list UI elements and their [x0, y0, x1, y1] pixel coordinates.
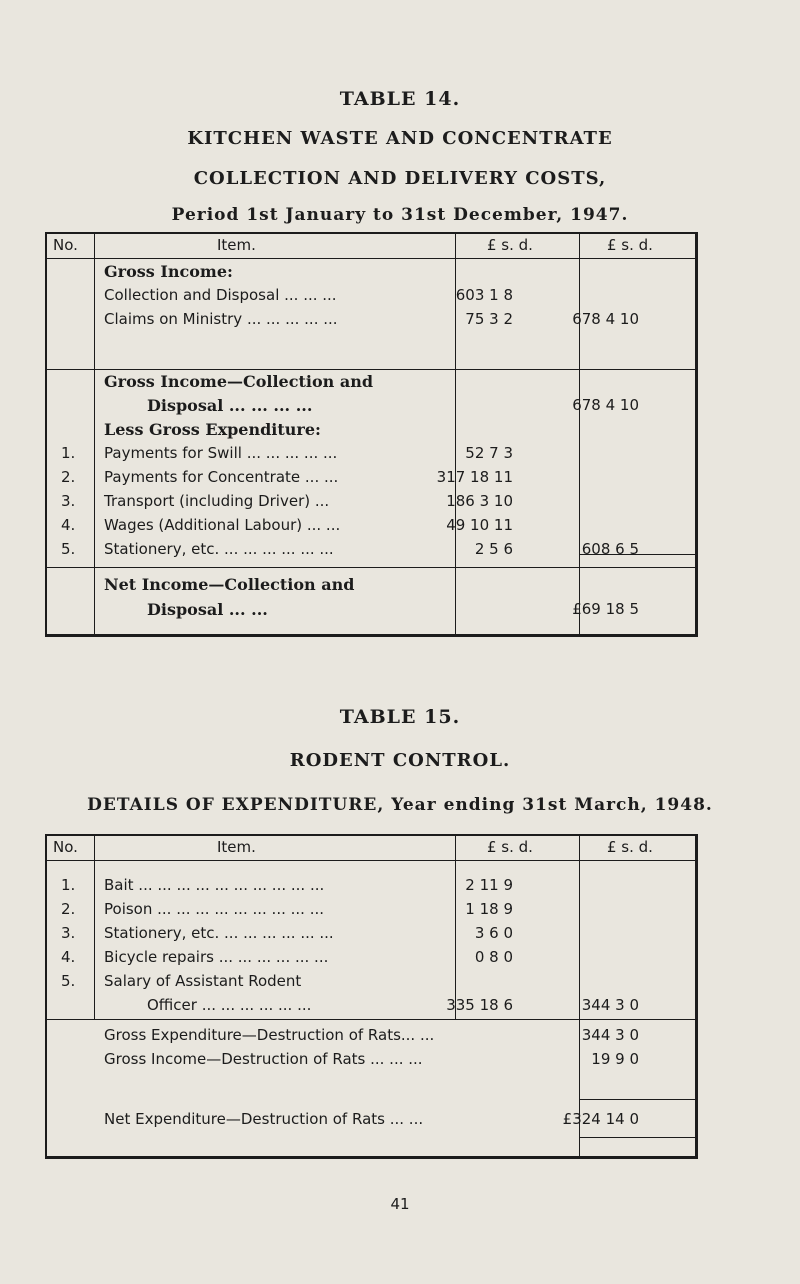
table15-summary-item: Net Expenditure—Destruction of Rats ... ...: [104, 1110, 424, 1128]
page-number: 41: [390, 1195, 410, 1213]
table15-row-no: 2.: [61, 900, 76, 918]
table15-row-c1: 3 6 0: [474, 924, 513, 942]
table14-row-c2: £69 18 5: [572, 600, 639, 618]
table14-row-c1: 75 3 2: [465, 310, 513, 328]
table14-row-item: Net Income—Collection and: [104, 575, 355, 594]
table14-row-c1: 317 18 11: [436, 468, 513, 486]
table14-row-c2: 678 4 10: [572, 396, 639, 414]
table15-row-c1: 2 11 9: [465, 876, 513, 894]
table14-row-no: 2.: [61, 468, 76, 486]
table14-row-c1: 2 5 6: [474, 540, 513, 558]
table14-row-item: Gross Income—Collection and: [104, 372, 374, 391]
table15-row-c1: 1 18 9: [465, 900, 513, 918]
table15-summary-item: Gross Expenditure—Destruction of Rats... ...: [104, 1026, 435, 1044]
table14-header-col1: £ s. d.: [487, 236, 533, 254]
table14-header-col2: £ s. d.: [607, 236, 653, 254]
table14-row-c1: 52 7 3: [465, 444, 513, 462]
table14-row-item: Disposal ... ...: [147, 600, 268, 619]
table15-label: TABLE 15.: [339, 706, 461, 728]
table15-row-item: Stationery, etc. ... ... ... ... ... ...: [104, 924, 334, 942]
table15-header-col1: £ s. d.: [487, 838, 533, 856]
table15-row-no: 4.: [61, 948, 76, 966]
table14-row-no: 4.: [61, 516, 76, 534]
table14-subtitle: COLLECTION AND DELIVERY COSTS,: [193, 168, 607, 189]
table14-row-item: Payments for Concentrate ... ...: [104, 468, 339, 486]
table15-summary-c2: 344 3 0: [581, 1026, 639, 1044]
table15-row-c1: 0 8 0: [474, 948, 513, 966]
table15-row-c2: 344 3 0: [581, 996, 639, 1014]
table15-row-no: 1.: [61, 876, 76, 894]
table15-summary-c2: 19 9 0: [591, 1050, 639, 1068]
table15-grid: [45, 834, 698, 1159]
table15-row-item: Bait ... ... ... ... ... ... ... ... ... ...: [104, 876, 325, 894]
table14-row-item: Transport (including Driver) ...: [104, 492, 330, 510]
table15-header-col2: £ s. d.: [607, 838, 653, 856]
table15-subtitle: DETAILS OF EXPENDITURE, Year ending 31st March, 1948.: [87, 795, 713, 815]
table15-row-no: 3.: [61, 924, 76, 942]
table15-row-item: Poison ... ... ... ... ... ... ... ... ...: [104, 900, 325, 918]
table15-row-item: Officer ... ... ... ... ... ...: [147, 996, 312, 1014]
table14-row-item: Gross Income:: [104, 262, 233, 281]
table14-period: Period 1st January to 31st December, 1947.: [171, 205, 629, 225]
table14-row-no: 5.: [61, 540, 76, 558]
table14-row-c1: 49 10 11: [446, 516, 513, 534]
table14-row-item: Payments for Swill ... ... ... ... ...: [104, 444, 338, 462]
table15-summary-item: Gross Income—Destruction of Rats ... ... ...: [104, 1050, 423, 1068]
table14-row-no: 1.: [61, 444, 76, 462]
table14-grid: [45, 232, 698, 637]
table14-row-c2: 678 4 10: [572, 310, 639, 328]
table14-header-no: No.: [53, 236, 78, 254]
table14-title: KITCHEN WASTE AND CONCENTRATE: [187, 128, 613, 149]
table14-row-item: Stationery, etc. ... ... ... ... ... ...: [104, 540, 334, 558]
table14-row-c1: 603 1 8: [455, 286, 513, 304]
table14-row-item: Wages (Additional Labour) ... ...: [104, 516, 341, 534]
table14-row-item: Collection and Disposal ... ... ...: [104, 286, 337, 304]
table15-header-no: No.: [53, 838, 78, 856]
table14-row-item: Disposal ... ... ... ...: [147, 396, 313, 415]
table15-header-item: Item.: [217, 838, 256, 856]
table14-row-c1: 186 3 10: [446, 492, 513, 510]
table14-row-c2: 608 6 5: [581, 540, 639, 558]
table14-row-item: Claims on Ministry ... ... ... ... ...: [104, 310, 338, 328]
table15-title: RODENT CONTROL.: [289, 750, 511, 771]
table14-row-item: Less Gross Expenditure:: [104, 420, 321, 439]
table14-header-item: Item.: [217, 236, 256, 254]
table14-row-no: 3.: [61, 492, 76, 510]
table14-label: TABLE 14.: [339, 88, 461, 110]
table15-row-item: Bicycle repairs ... ... ... ... ... ...: [104, 948, 329, 966]
table15-row-no: 5.: [61, 972, 76, 990]
table15-summary-c2: £324 14 0: [562, 1110, 639, 1128]
table15-row-item: Salary of Assistant Rodent: [104, 972, 302, 990]
table15-row-c1: 335 18 6: [446, 996, 513, 1014]
